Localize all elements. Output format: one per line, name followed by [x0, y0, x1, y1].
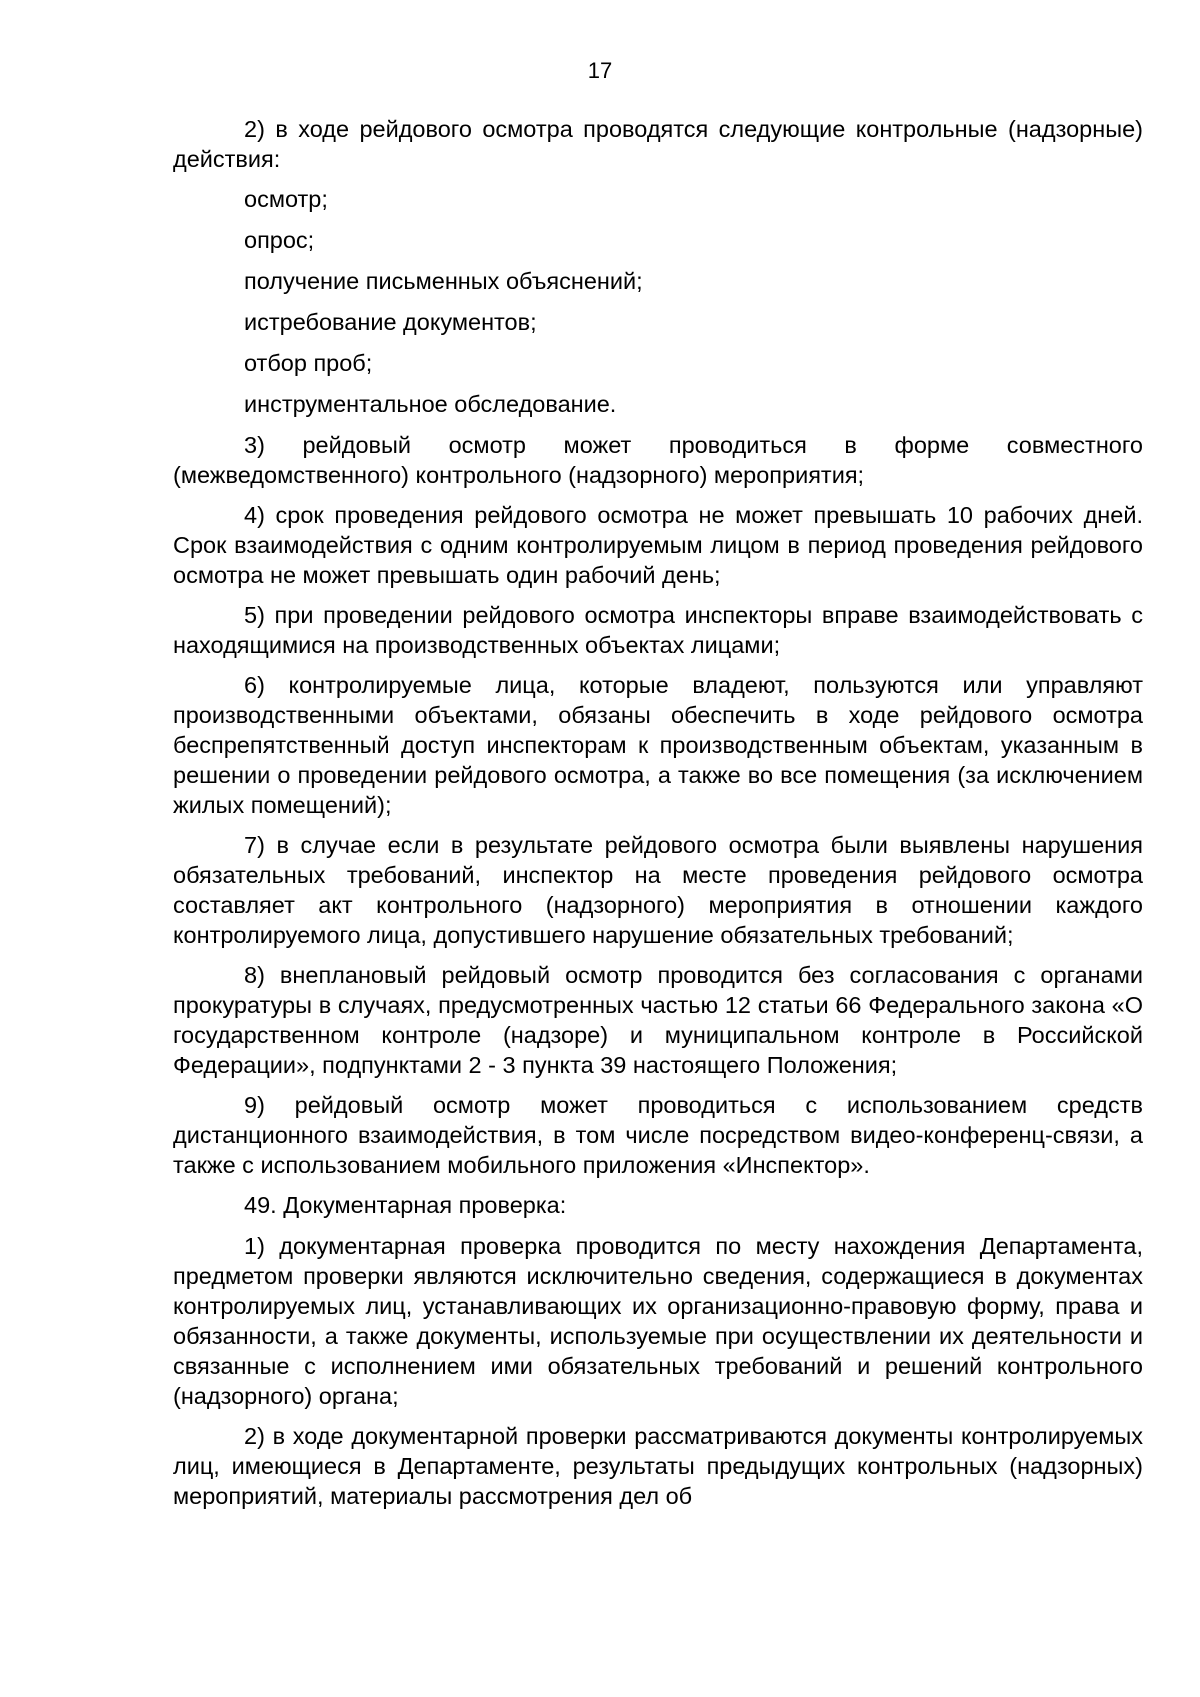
paragraph-7-violation-act: 7) в случае если в результате рейдового осмотра были выявлены нарушения обязательных требований, инспектор на месте проведения рейдового осмотра составляет акт контрольного (надзорного) мероприятия в отношении каждого контролируемого лица, допустившего нарушение обязательных требований;	[173, 832, 1143, 948]
paragraph-2-inspection-actions: 2) в ходе рейдового осмотра проводятся следующие контрольные (надзорные) действия:	[173, 116, 1143, 172]
paragraph-5-inspector-rights: 5) при проведении рейдового осмотра инспекторы вправе взаимодействовать с находящимися на производственных объектах лицами;	[173, 602, 1143, 658]
list-item-written-explanations: получение письменных объяснений;	[244, 268, 643, 294]
paragraph-49-2-documents-reviewed: 2) в ходе документарной проверки рассматриваются документы контролируемых лиц, имеющиеся в Департаменте, результаты предыдущих контрольных (надзорных) мероприятий, материалы рассмотрения дел об	[173, 1423, 1143, 1509]
paragraph-9-remote-interaction: 9) рейдовый осмотр может проводиться с использованием средств дистанционного взаимодействия, в том числе посредством видео-конференц-связи, а также с использованием мобильного приложения «Инспектор».	[173, 1092, 1143, 1178]
paragraph-49-1-document-check-place: 1) документарная проверка проводится по месту нахождения Департамента, предметом проверки являются исключительно сведения, содержащиеся в документах контролируемых лиц, устанавливающих их организационно-правовую форму, права и обязанности, а также документы, используемые при осуществлении их деятельности и связанные с исполнением ими обязательных требований и решений контрольного (надзорного) органа;	[173, 1233, 1143, 1409]
list-item-document-request: истребование документов;	[244, 309, 537, 335]
document-body	[173, 114, 1143, 1511]
list-item-instrumental-examination: инструментальное обследование.	[244, 391, 617, 417]
paragraph-3-joint-event: 3) рейдовый осмотр может проводиться в форме совместного (межведомственного) контрольного (надзорного) мероприятия;	[173, 432, 1143, 488]
list-item-inspection: осмотр;	[244, 186, 328, 212]
list-item-survey: опрос;	[244, 227, 315, 253]
paragraph-8-unscheduled-inspection: 8) внеплановый рейдовый осмотр проводится без согласования с органами прокуратуры в случаях, предусмотренных частью 12 статьи 66 Федерального закона «О государственном контроле (надзоре) и муниципальном контроле в Российской Федерации», подпунктами 2 - 3 пункта 39 настоящего Положения;	[173, 962, 1143, 1078]
paragraph-4-duration: 4) срок проведения рейдового осмотра не может превышать 10 рабочих дней. Срок взаимодействия с одним контролируемым лицом в период проведения рейдового осмотра не может превышать один рабочий день;	[173, 502, 1143, 588]
page-number: 17	[587, 58, 613, 83]
list-item-sampling: отбор проб;	[244, 350, 373, 376]
paragraph-6-access-obligation: 6) контролируемые лица, которые владеют, пользуются или управляют производственными объектами, обязаны обеспечить в ходе рейдового осмотра беспрепятственный доступ инспекторам к производственным объектам, указанным в решении о проведении рейдового осмотра, а также во все помещения (за исключением жилых помещений);	[173, 672, 1143, 818]
section-49-heading: 49. Документарная проверка:	[244, 1192, 567, 1218]
